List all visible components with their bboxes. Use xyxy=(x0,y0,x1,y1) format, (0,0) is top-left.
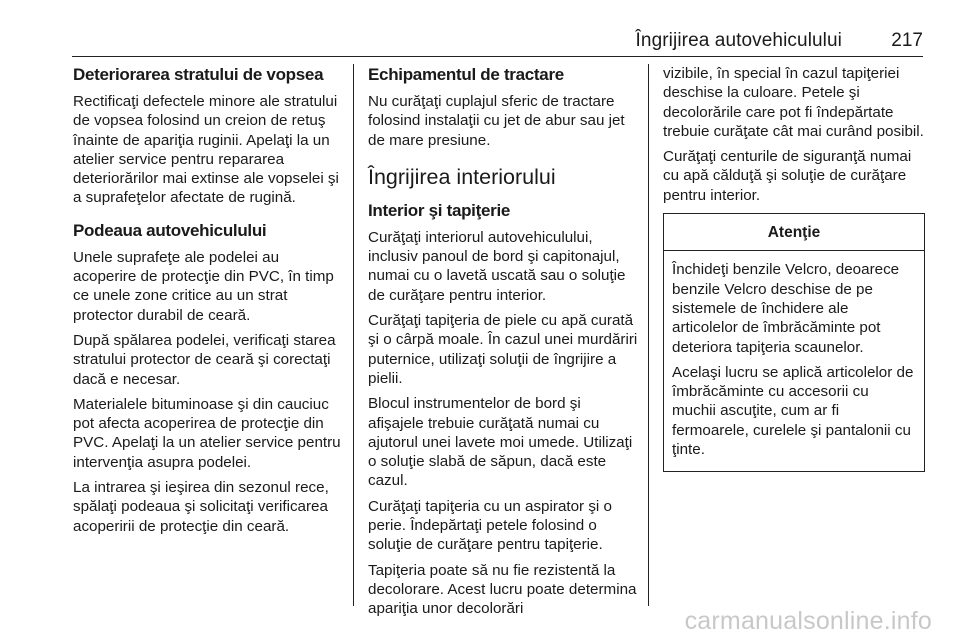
paragraph: Nu curăţaţi cuplajul sferic de tractare folosind instalaţii cu jet de abur sau jet de mare presiune. xyxy=(368,93,625,149)
paragraph: Rectificaţi defectele minore ale stratului de vopsea folosind un creion de retuş înainte de apariţia ruginii. Apelaţi la un atelier service pentru repararea deteriorărilor mai extinse ale vopselei şi a suprafeţelor afectate de rugină. xyxy=(73,93,339,207)
column-divider-1 xyxy=(353,64,354,606)
page-number: 217 xyxy=(891,30,923,51)
caution-notice-body xyxy=(664,251,924,471)
paragraph: Curăţaţi tapiţeria cu un aspirator şi o perie. Îndepărtaţi petele folosind o soluţie de curăţare pentru tapiţerie. xyxy=(368,497,612,554)
paragraph: Curăţaţi centurile de siguranţă numai cu apă călduţă şi soluţie de curăţare pentru interior. xyxy=(663,148,912,204)
watermark-text: carmanualsonline.info xyxy=(684,607,932,635)
paragraph: Închideţi benzile Velcro, deoarece benzile Velcro deschise de pe sistemele de închidere ale articolelor de îmbrăcăminte pot deteriora tapiţeria scaunelor. xyxy=(672,261,900,356)
paragraph: Blocul instrumentelor de bord şi afişajele trebuie curăţată numai cu ajutorul unei lavete moi umede. Utilizaţi o soluţie slabă de săpun, dacă este cazul. xyxy=(368,395,633,490)
header-title: Îngrijirea autovehiculului xyxy=(635,30,842,51)
column-2 xyxy=(368,64,638,625)
paragraph: Unele suprafeţe ale podelei au acoperire de protecţie din PVC, în timp ce unele zone critice au un strat protector durabil de ceară. xyxy=(73,248,334,324)
section-heading-paint-damage: Deteriorarea stratului de vopsea xyxy=(73,65,324,84)
header-rule xyxy=(72,56,923,57)
paragraph: Materialele bituminoase şi din cauciuc pot afecta acoperirea de protecţie din PVC. Apelaţi la un atelier service pentru intervenţia asupra podelei. xyxy=(73,395,341,471)
section-heading-interior-upholstery: Interior şi tapiţerie xyxy=(368,200,511,220)
paragraph: vizibile, în special în cazul tapiţeriei deschise la culoare. Petele şi decolorările care pot fi îndepărtate trebuie curăţate cât mai curând posibil. xyxy=(663,65,924,140)
caution-notice-title: Atenţie xyxy=(664,214,924,251)
paragraph: Acelaşi lucru se aplică articolelor de îmbrăcăminte cu accesorii cu muchii ascuţite, cum ar fi fermoarele, curelele şi pantalonii cu ţinte. xyxy=(672,363,914,459)
caution-notice xyxy=(663,213,925,472)
section-heading-vehicle-floor: Podeaua autovehiculului xyxy=(73,220,267,240)
column-divider-2 xyxy=(648,64,649,606)
section-heading-towing-equipment: Echipamentul de tractare xyxy=(368,65,564,84)
paragraph: După spălarea podelei, verificaţi starea stratului protector de ceară şi corectaţi dacă e necesar. xyxy=(73,331,336,388)
column-1 xyxy=(73,64,345,542)
paragraph: Tapiţeria poate să nu fie rezistentă la decolorare. Acest lucru poate determina apariţia unor decolorări xyxy=(368,561,637,618)
chapter-title: Îngrijirea interiorului xyxy=(368,164,556,189)
paragraph: La intrarea şi ieşirea din sezonul rece, spălaţi podeaua şi solicitaţi verificarea acoperirii de protecţie din ceară. xyxy=(73,479,329,535)
paragraph: Curăţaţi interiorul autovehiculului, inclusiv panoul de bord şi capitonajul, numai cu o lavetă uscată sau o soluţie de curăţare pentru interior. xyxy=(368,228,626,304)
column-3 xyxy=(663,64,930,472)
paragraph: Curăţaţi tapiţeria de piele cu apă curată şi o cârpă moale. În cazul unei murdăriri puternice, utilizaţi soluţii de îngrijire a pielii. xyxy=(368,312,638,387)
